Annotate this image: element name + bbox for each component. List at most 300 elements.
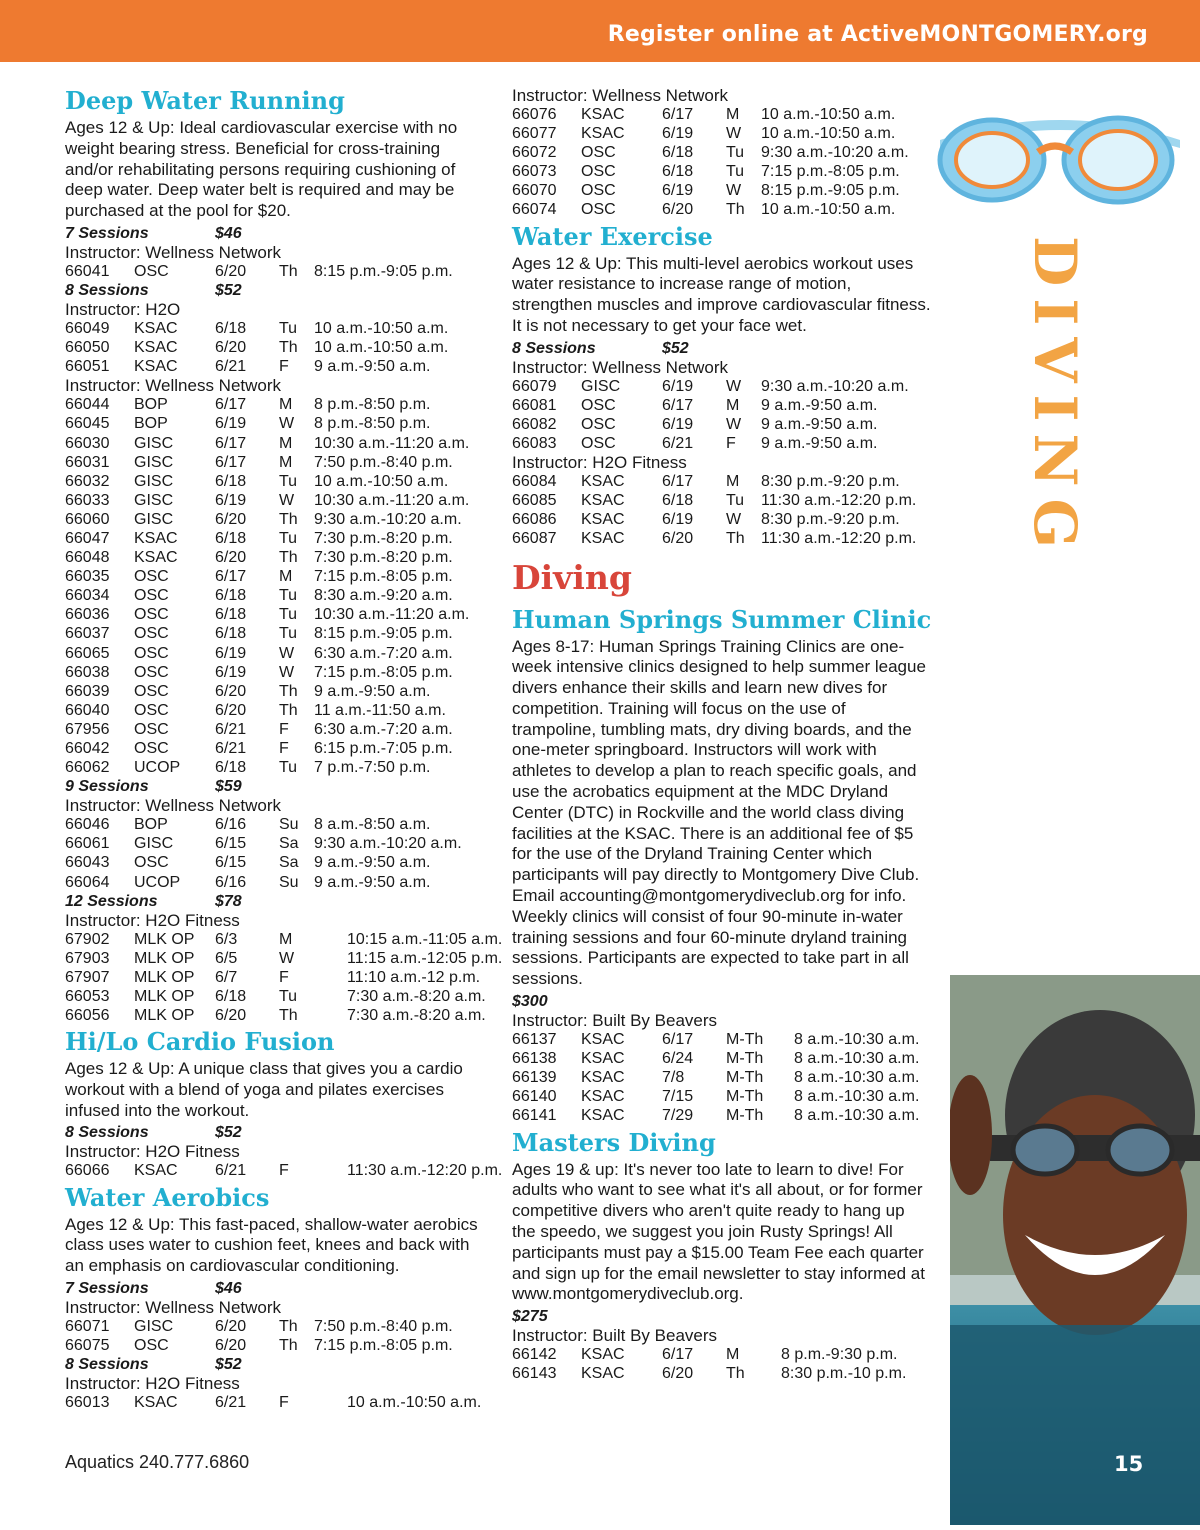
section-description: Ages 8-17: Human Springs Training Clinics are one-week intensive clinics designed to help summer league divers enhance their skills and learn new dives for competition. Training will focus on the use of trampoline, tumbling mats, dry diving boards, and the one-meter springboard. Instructors will work with athletes to develop a plan to reach specific goals, and use the acrobatics equipment at the MDC Dryland Center (DTC) in Rockville and the world class diving facilities at the KSAC. There is an additional fee of $5 for the use of the Dryland Training Center which participants will pay directly to Montgomery Dive Club. Email accounting@montgomerydiveclub.org for info. Weekly clinics will consist of four 90-minute in-water training sessions and four 60-minute dryland training sessions. Participants are expected to take part in all sessions. bbox=[512, 636, 926, 989]
location: KSAC bbox=[581, 1107, 625, 1125]
start-date: 6/19 bbox=[662, 182, 694, 200]
session-count: 12 Sessions bbox=[65, 892, 158, 910]
start-date: 6/17 bbox=[215, 396, 247, 414]
time: 10 a.m.-10:50 a.m. bbox=[761, 106, 896, 123]
day: F bbox=[726, 435, 736, 453]
day: M-Th bbox=[726, 1050, 764, 1068]
location: GISC bbox=[134, 453, 174, 471]
course-number: 66034 bbox=[65, 587, 110, 605]
instructor-line: Instructor: H2O Fitness bbox=[65, 910, 240, 930]
start-date: 6/24 bbox=[662, 1050, 694, 1068]
location: UCOP bbox=[134, 873, 181, 891]
class-row bbox=[65, 644, 483, 663]
start-date: 6/5 bbox=[215, 949, 238, 967]
day: W bbox=[279, 663, 295, 681]
course-number: 66053 bbox=[65, 987, 110, 1005]
day: Su bbox=[279, 816, 299, 834]
time: 7:50 p.m.-8:40 p.m. bbox=[314, 453, 453, 471]
session-count: 8 Sessions bbox=[65, 1356, 149, 1374]
class-row bbox=[512, 1345, 932, 1364]
location: MLK OP bbox=[134, 987, 195, 1005]
day: Tu bbox=[279, 320, 298, 338]
course-number: 66046 bbox=[65, 816, 110, 834]
day: W bbox=[279, 644, 295, 662]
session-count: $275 bbox=[512, 1308, 548, 1326]
section-description: Ages 19 & up: It's never too late to learn to dive! For adults who want to see what it's all about, or for former competitive divers who aren't quite ready to hang up the speedo, we suggest you join Rusty Springs! All participants must pay a $15.00 Team Fee each quarter and sign up for the email newsletter to stay informed at www.montgomerydiveclub.org. bbox=[512, 1159, 925, 1304]
course-number: 66064 bbox=[65, 873, 110, 891]
start-date: 6/18 bbox=[662, 163, 694, 181]
day: W bbox=[279, 949, 295, 967]
day: W bbox=[279, 491, 295, 509]
time: 9 a.m.-9:50 a.m. bbox=[761, 415, 878, 433]
course-number: 66138 bbox=[512, 1050, 557, 1068]
start-date: 6/21 bbox=[215, 740, 247, 758]
sessions-price-line bbox=[65, 1355, 483, 1374]
class-row bbox=[65, 739, 483, 758]
location: OSC bbox=[134, 854, 169, 872]
time: 9 a.m.-9:50 a.m. bbox=[761, 396, 878, 414]
class-row bbox=[65, 968, 483, 987]
start-date: 6/20 bbox=[215, 1006, 247, 1024]
location: MLK OP bbox=[134, 1006, 195, 1024]
session-price: $78 bbox=[215, 892, 242, 910]
course-number: 66141 bbox=[512, 1107, 557, 1125]
course-number: 66066 bbox=[65, 1162, 110, 1180]
location: OSC bbox=[134, 682, 169, 700]
course-number: 66065 bbox=[65, 644, 110, 662]
start-date: 6/17 bbox=[662, 473, 694, 491]
day: W bbox=[726, 182, 742, 200]
course-number: 66047 bbox=[65, 530, 110, 548]
course-number: 66061 bbox=[65, 835, 110, 853]
day: M bbox=[726, 396, 740, 414]
time: 7:15 p.m.-8:05 p.m. bbox=[314, 663, 453, 681]
time: 10:30 a.m.-11:20 a.m. bbox=[314, 606, 470, 624]
start-date: 6/19 bbox=[662, 377, 694, 395]
sessions-price-line bbox=[65, 1279, 483, 1298]
class-row bbox=[512, 162, 932, 181]
day: M bbox=[726, 106, 740, 123]
day: Th bbox=[279, 549, 298, 567]
class-row bbox=[512, 181, 932, 200]
location: KSAC bbox=[581, 511, 625, 529]
class-row bbox=[512, 377, 932, 396]
location: KSAC bbox=[581, 1346, 625, 1364]
time: 8 p.m.-8:50 p.m. bbox=[314, 396, 431, 414]
start-date: 6/7 bbox=[215, 968, 238, 986]
day: W bbox=[726, 377, 742, 395]
course-number: 66082 bbox=[512, 415, 557, 433]
time: 10:30 a.m.-11:20 a.m. bbox=[314, 434, 470, 452]
location: BOP bbox=[134, 396, 168, 414]
day: Th bbox=[279, 339, 298, 357]
day: F bbox=[279, 720, 289, 738]
class-row bbox=[512, 1087, 932, 1106]
location: OSC bbox=[581, 396, 616, 414]
location: KSAC bbox=[134, 530, 178, 548]
location: KSAC bbox=[134, 339, 178, 357]
time: 8:15 p.m.-9:05 p.m. bbox=[761, 182, 900, 200]
course-number: 66041 bbox=[65, 262, 110, 280]
location: KSAC bbox=[134, 358, 178, 376]
start-date: 6/17 bbox=[215, 568, 247, 586]
class-row bbox=[65, 1161, 503, 1180]
day: Tu bbox=[279, 625, 298, 643]
session-count: 8 Sessions bbox=[65, 1124, 149, 1142]
class-row bbox=[65, 1006, 486, 1025]
class-row bbox=[65, 434, 483, 453]
class-row bbox=[65, 663, 483, 682]
day: M bbox=[279, 453, 293, 471]
class-row bbox=[65, 453, 483, 472]
location: OSC bbox=[134, 720, 169, 738]
goggles-image bbox=[930, 100, 1190, 220]
section-title: Deep Water Running bbox=[65, 86, 345, 115]
time: 11:15 a.m.-12:05 p.m. bbox=[347, 949, 503, 967]
course-number: 66033 bbox=[65, 491, 110, 509]
instructor-line: Instructor: Built By Beavers bbox=[512, 1011, 718, 1031]
location: KSAC bbox=[581, 106, 625, 123]
start-date: 6/18 bbox=[215, 759, 247, 777]
start-date: 6/17 bbox=[662, 1346, 694, 1364]
session-price: $46 bbox=[215, 224, 242, 242]
day: W bbox=[726, 125, 742, 143]
time: 9 a.m.-9:50 a.m. bbox=[761, 435, 878, 453]
start-date: 6/19 bbox=[215, 644, 247, 662]
session-count: 9 Sessions bbox=[65, 778, 149, 796]
day: Th bbox=[279, 1337, 298, 1355]
location: KSAC bbox=[134, 549, 178, 567]
class-row bbox=[65, 529, 483, 548]
location: OSC bbox=[134, 262, 169, 280]
start-date: 6/21 bbox=[662, 435, 694, 453]
time: 11:10 a.m.-12 p.m. bbox=[347, 968, 481, 986]
time: 10 a.m.-10:50 a.m. bbox=[314, 320, 449, 338]
class-row bbox=[65, 262, 483, 281]
course-number: 66056 bbox=[65, 1006, 110, 1024]
day: M-Th bbox=[726, 1107, 764, 1125]
location: MLK OP bbox=[134, 968, 195, 986]
location: GISC bbox=[134, 491, 174, 509]
class-row bbox=[65, 548, 483, 567]
start-date: 6/16 bbox=[215, 873, 247, 891]
time: 8 a.m.-10:30 a.m. bbox=[794, 1050, 920, 1068]
time: 6:15 p.m.-7:05 p.m. bbox=[314, 740, 453, 758]
class-row bbox=[65, 319, 483, 338]
course-number: 66031 bbox=[65, 453, 110, 471]
start-date: 6/21 bbox=[215, 1162, 247, 1180]
location: GISC bbox=[134, 434, 174, 452]
location: GISC bbox=[134, 472, 174, 490]
class-row bbox=[512, 396, 932, 415]
instructor-line: Instructor: Wellness Network bbox=[65, 796, 282, 816]
time: 10:15 a.m.-11:05 a.m. bbox=[347, 930, 503, 948]
start-date: 6/20 bbox=[215, 1317, 247, 1335]
class-row bbox=[65, 701, 483, 720]
start-date: 6/17 bbox=[215, 453, 247, 471]
instructor-line: Instructor: H2O Fitness bbox=[65, 1142, 240, 1162]
class-row bbox=[512, 1068, 932, 1087]
class-row bbox=[65, 491, 483, 510]
location: BOP bbox=[134, 415, 168, 433]
class-row bbox=[512, 415, 932, 434]
day: Sa bbox=[279, 835, 299, 853]
course-number: 66049 bbox=[65, 320, 110, 338]
course-number: 66071 bbox=[65, 1317, 110, 1335]
location: OSC bbox=[581, 182, 616, 200]
class-row bbox=[512, 491, 932, 510]
day: Su bbox=[279, 873, 299, 891]
time: 7:30 a.m.-8:20 a.m. bbox=[347, 1006, 486, 1024]
day: Tu bbox=[726, 144, 745, 162]
day: F bbox=[279, 1162, 289, 1180]
class-row bbox=[65, 758, 483, 777]
time: 7:15 p.m.-8:05 p.m. bbox=[314, 568, 453, 586]
start-date: 6/20 bbox=[215, 701, 247, 719]
start-date: 6/19 bbox=[662, 415, 694, 433]
time: 6:30 a.m.-7:20 a.m. bbox=[314, 644, 453, 662]
course-number: 66086 bbox=[512, 511, 557, 529]
class-row bbox=[65, 815, 483, 834]
location: OSC bbox=[581, 201, 616, 219]
time: 8 p.m.-8:50 p.m. bbox=[314, 415, 431, 433]
location: GISC bbox=[134, 510, 174, 528]
location: OSC bbox=[134, 606, 169, 624]
start-date: 7/15 bbox=[662, 1088, 694, 1106]
start-date: 6/15 bbox=[215, 835, 247, 853]
class-row bbox=[65, 338, 483, 357]
day: W bbox=[726, 511, 742, 529]
time: 7:30 p.m.-8:20 p.m. bbox=[314, 549, 453, 567]
section-title: Hi/Lo Cardio Fusion bbox=[65, 1027, 335, 1057]
course-number: 66037 bbox=[65, 625, 110, 643]
sessions-price-line bbox=[65, 1123, 483, 1142]
time: 11:30 a.m.-12:20 p.m. bbox=[761, 530, 917, 548]
course-number: 66013 bbox=[65, 1394, 110, 1412]
course-number: 66083 bbox=[512, 435, 557, 453]
location: OSC bbox=[581, 144, 616, 162]
class-row bbox=[65, 930, 503, 949]
session-price: $52 bbox=[215, 282, 242, 300]
time: 8 a.m.-10:30 a.m. bbox=[794, 1107, 920, 1125]
start-date: 6/17 bbox=[662, 396, 694, 414]
section-description: Ages 12 & Up: This multi-level aerobics workout uses water resistance to increase range of motion, strengthen muscles and improve cardiovascular fitness. It is not necessary to get your face wet. bbox=[512, 253, 931, 335]
course-number: 66040 bbox=[65, 701, 110, 719]
sessions-price-line bbox=[512, 1307, 932, 1326]
class-row bbox=[512, 1030, 932, 1049]
course-number: 66084 bbox=[512, 473, 557, 491]
location: KSAC bbox=[581, 473, 625, 491]
page-number: 15 bbox=[1114, 1452, 1144, 1476]
section-description: Ages 12 & Up: This fast-paced, shallow-water aerobics class uses water to cushion feet, knees and back with an emphasis on cardiovascular conditioning. bbox=[65, 1214, 478, 1276]
sessions-price-line bbox=[512, 339, 932, 358]
course-number: 66079 bbox=[512, 377, 557, 395]
start-date: 6/17 bbox=[215, 434, 247, 452]
class-row bbox=[512, 143, 932, 162]
location: GISC bbox=[134, 835, 174, 853]
class-row bbox=[65, 720, 483, 739]
location: KSAC bbox=[581, 530, 625, 548]
day: M bbox=[279, 396, 293, 414]
start-date: 6/21 bbox=[215, 720, 247, 738]
sessions-price-line bbox=[65, 777, 483, 796]
start-date: 6/19 bbox=[215, 415, 247, 433]
session-count: 7 Sessions bbox=[65, 1279, 149, 1297]
location: OSC bbox=[134, 1337, 169, 1355]
start-date: 6/18 bbox=[215, 530, 247, 548]
class-row bbox=[512, 434, 932, 453]
day: Th bbox=[726, 1365, 745, 1383]
class-row bbox=[65, 510, 483, 529]
start-date: 6/20 bbox=[215, 262, 247, 280]
course-number: 66087 bbox=[512, 530, 557, 548]
course-number: 66062 bbox=[65, 759, 110, 777]
instructor-line: Instructor: H2O Fitness bbox=[65, 1374, 240, 1394]
register-link-text[interactable]: Register online at ActiveMONTGOMERY.org bbox=[607, 22, 1148, 47]
course-number: 66077 bbox=[512, 125, 557, 143]
start-date: 6/20 bbox=[215, 1337, 247, 1355]
day: Tu bbox=[726, 492, 745, 510]
diving-heading: Diving bbox=[512, 557, 632, 597]
day: M bbox=[279, 930, 293, 948]
time: 6:30 a.m.-7:20 a.m. bbox=[314, 720, 453, 738]
start-date: 6/20 bbox=[662, 1365, 694, 1383]
section-title: Water Aerobics bbox=[65, 1182, 270, 1212]
instructor-line: Instructor: H2O Fitness bbox=[512, 453, 687, 473]
time: 10 a.m.-10:50 a.m. bbox=[314, 472, 449, 490]
course-number: 66075 bbox=[65, 1337, 110, 1355]
day: Th bbox=[279, 1317, 298, 1335]
day: M-Th bbox=[726, 1088, 764, 1106]
start-date: 6/18 bbox=[215, 587, 247, 605]
instructor-line: Instructor: Wellness Network bbox=[512, 86, 729, 105]
day: M-Th bbox=[726, 1031, 764, 1049]
time: 7 p.m.-7:50 p.m. bbox=[314, 759, 431, 777]
location: KSAC bbox=[581, 125, 625, 143]
time: 8 a.m.-10:30 a.m. bbox=[794, 1088, 920, 1106]
class-row bbox=[512, 124, 932, 143]
time: 8:30 p.m.-9:20 p.m. bbox=[761, 511, 900, 529]
class-row bbox=[65, 834, 483, 853]
day: M bbox=[726, 473, 740, 491]
left-column bbox=[65, 84, 503, 1412]
location: OSC bbox=[134, 568, 169, 586]
course-number: 66081 bbox=[512, 396, 557, 414]
session-price: $52 bbox=[215, 1124, 242, 1142]
time: 8 p.m.-9:30 p.m. bbox=[781, 1346, 898, 1364]
time: 9:30 a.m.-10:20 a.m. bbox=[314, 510, 462, 528]
time: 7:50 p.m.-8:40 p.m. bbox=[314, 1317, 453, 1335]
day: Th bbox=[279, 1006, 298, 1024]
start-date: 6/16 bbox=[215, 816, 247, 834]
section-title: Masters Diving bbox=[512, 1127, 716, 1157]
start-date: 6/20 bbox=[215, 549, 247, 567]
start-date: 6/19 bbox=[662, 125, 694, 143]
time: 9:30 a.m.-10:20 a.m. bbox=[761, 144, 909, 162]
course-number: 66035 bbox=[65, 568, 110, 586]
day: Th bbox=[279, 510, 298, 528]
sessions-price-line bbox=[65, 892, 483, 911]
class-row bbox=[65, 605, 483, 624]
header-banner bbox=[0, 0, 1200, 62]
location: OSC bbox=[581, 415, 616, 433]
course-number: 66139 bbox=[512, 1069, 557, 1087]
course-number: 66030 bbox=[65, 434, 110, 452]
day: F bbox=[279, 1394, 289, 1412]
class-row bbox=[512, 472, 932, 491]
location: GISC bbox=[581, 377, 621, 395]
day: M-Th bbox=[726, 1069, 764, 1087]
start-date: 6/17 bbox=[662, 106, 694, 123]
time: 9 a.m.-9:50 a.m. bbox=[314, 854, 431, 872]
time: 7:15 p.m.-8:05 p.m. bbox=[314, 1337, 453, 1355]
class-row bbox=[512, 200, 932, 219]
location: KSAC bbox=[581, 1365, 625, 1383]
time: 10 a.m.-10:50 a.m. bbox=[314, 339, 449, 357]
time: 7:30 a.m.-8:20 a.m. bbox=[347, 987, 486, 1005]
class-row bbox=[512, 510, 932, 529]
location: KSAC bbox=[581, 1050, 625, 1068]
day: Th bbox=[726, 201, 745, 219]
day: M bbox=[726, 1346, 740, 1364]
start-date: 6/21 bbox=[215, 358, 247, 376]
day: Tu bbox=[279, 606, 298, 624]
location: GISC bbox=[134, 1317, 174, 1335]
instructor-line: Instructor: Wellness Network bbox=[512, 357, 729, 377]
course-number: 66051 bbox=[65, 358, 110, 376]
course-number: 67902 bbox=[65, 930, 110, 948]
location: KSAC bbox=[134, 1394, 178, 1412]
start-date: 6/18 bbox=[215, 625, 247, 643]
start-date: 6/20 bbox=[215, 510, 247, 528]
time: 8:30 p.m.-10 p.m. bbox=[781, 1365, 907, 1383]
class-row bbox=[65, 1393, 483, 1412]
time: 10:30 a.m.-11:20 a.m. bbox=[314, 491, 470, 509]
course-number: 66074 bbox=[512, 201, 557, 219]
day: W bbox=[726, 415, 742, 433]
session-price: $52 bbox=[215, 1356, 242, 1374]
day: F bbox=[279, 358, 289, 376]
class-row bbox=[512, 529, 932, 548]
side-section-label: DIVING bbox=[1021, 235, 1089, 561]
time: 8:15 p.m.-9:05 p.m. bbox=[314, 625, 453, 643]
course-number: 66042 bbox=[65, 740, 110, 758]
start-date: 7/8 bbox=[662, 1069, 685, 1087]
class-row bbox=[65, 472, 483, 491]
class-row bbox=[512, 105, 932, 124]
course-number: 66043 bbox=[65, 854, 110, 872]
sessions-price-line bbox=[65, 281, 483, 300]
start-date: 6/20 bbox=[215, 339, 247, 357]
location: OSC bbox=[134, 740, 169, 758]
day: Sa bbox=[279, 854, 299, 872]
class-row bbox=[65, 949, 503, 968]
location: OSC bbox=[134, 625, 169, 643]
class-row bbox=[65, 567, 483, 586]
start-date: 6/3 bbox=[215, 930, 238, 948]
day: Tu bbox=[279, 759, 298, 777]
day: Tu bbox=[726, 163, 745, 181]
day: F bbox=[279, 968, 289, 986]
course-number: 66036 bbox=[65, 606, 110, 624]
start-date: 6/19 bbox=[215, 491, 247, 509]
time: 8:30 p.m.-9:20 p.m. bbox=[761, 473, 900, 491]
course-number: 66060 bbox=[65, 510, 110, 528]
class-row bbox=[65, 395, 483, 414]
aquatics-phone: Aquatics 240.777.6860 bbox=[65, 1452, 250, 1472]
class-row bbox=[65, 1317, 483, 1336]
class-row bbox=[512, 1049, 932, 1068]
